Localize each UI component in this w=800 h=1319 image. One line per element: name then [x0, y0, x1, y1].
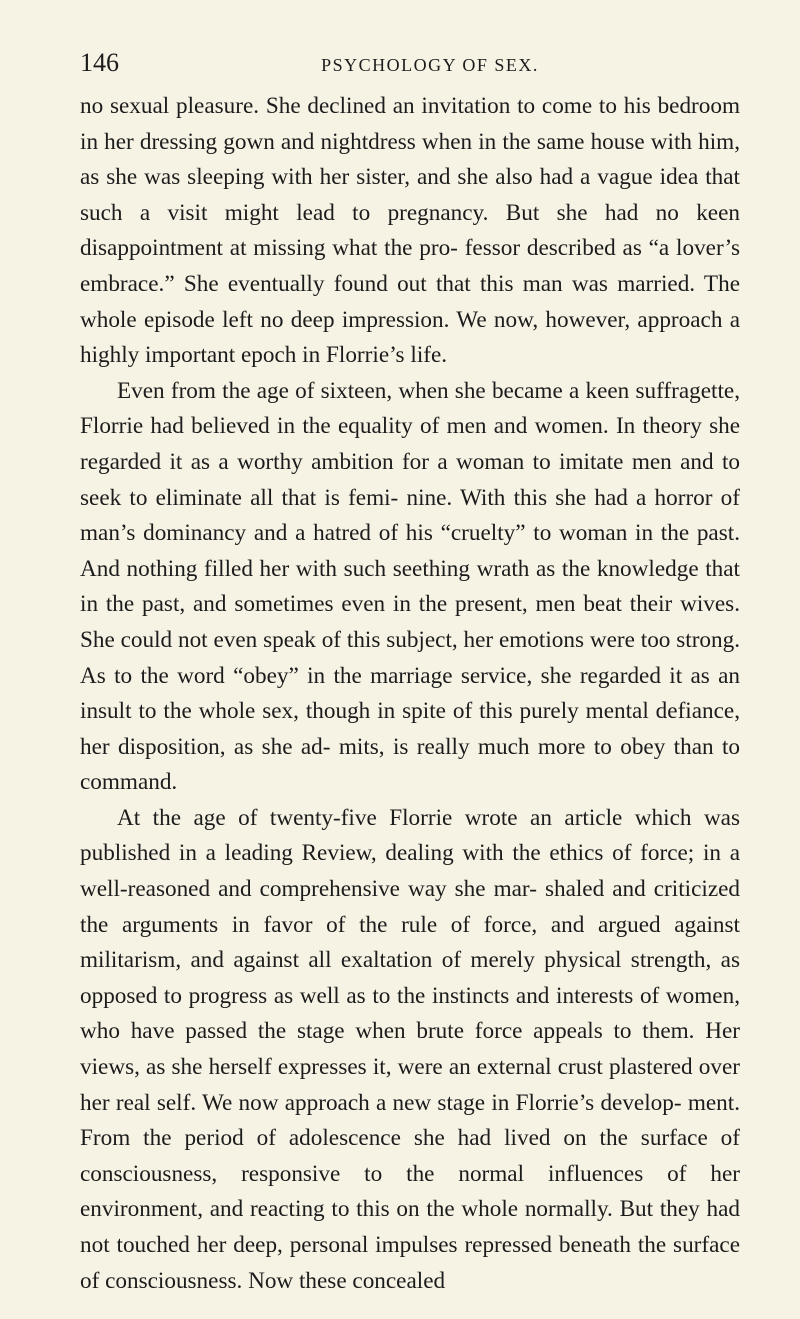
body-text	[80, 89, 740, 1299]
running-title: PSYCHOLOGY OF SEX.	[321, 55, 539, 75]
running-head	[80, 46, 740, 80]
paragraph: no sexual pleasure. She declined an invitation to come to his bedroom in her dressing gown and nightdress when in the same house with him, as she was sleeping with her sister, and she also had a vague idea that such a visit might lead to pregnancy. But she had no keen disappointment at missing what the pro- fessor described as “a lover’s embrace.” She eventually found out that this man was married. The whole episode left no deep impression. We now, however, approach a highly important epoch in Florrie’s life.	[80, 93, 740, 369]
paragraph: Even from the age of sixteen, when she became a keen suffragette, Florrie had believed in the equality of men and women. In theory she regarded it as a worthy ambition for a woman to imitate men and to seek to eliminate all that is femi- nine. With this she had a horror of man’s dominancy and a hatred of his “cruelty” to woman in the past. And nothing filled her with such seething wrath as the knowledge that in the past, and sometimes even in the present, men beat their wives. She could not even speak of this subject, her emotions were too strong. As to the word “obey” in the marriage service, she regarded it as an insult to the whole sex, though in spite of this purely mental defiance, her disposition, as she ad- mits, is really much more to obey than to command.	[80, 377, 740, 796]
paragraph: At the age of twenty-five Florrie wrote an article which was published in a leading Review, dealing with the ethics of force; in a well-reasoned and comprehensive way she mar- shaled and criticized the arguments in favor of the rule of force, and argued against militarism, and against all exaltation of merely physical strength, as opposed to progress as well as to the instincts and interests of women, who have passed the stage when brute force appeals to them. Her views, as she herself expresses it, were an external crust plastered over her real self. We now approach a new stage in Florrie’s develop- ment. From the period of adolescence she had lived on the surface of consciousness, responsive to the normal influences of her environment, and reacting to this on the whole normally. But they had not touched her deep, personal impulses repressed beneath the surface of consciousness. Now these concealed	[80, 804, 740, 1294]
page-number: 146	[80, 48, 119, 77]
